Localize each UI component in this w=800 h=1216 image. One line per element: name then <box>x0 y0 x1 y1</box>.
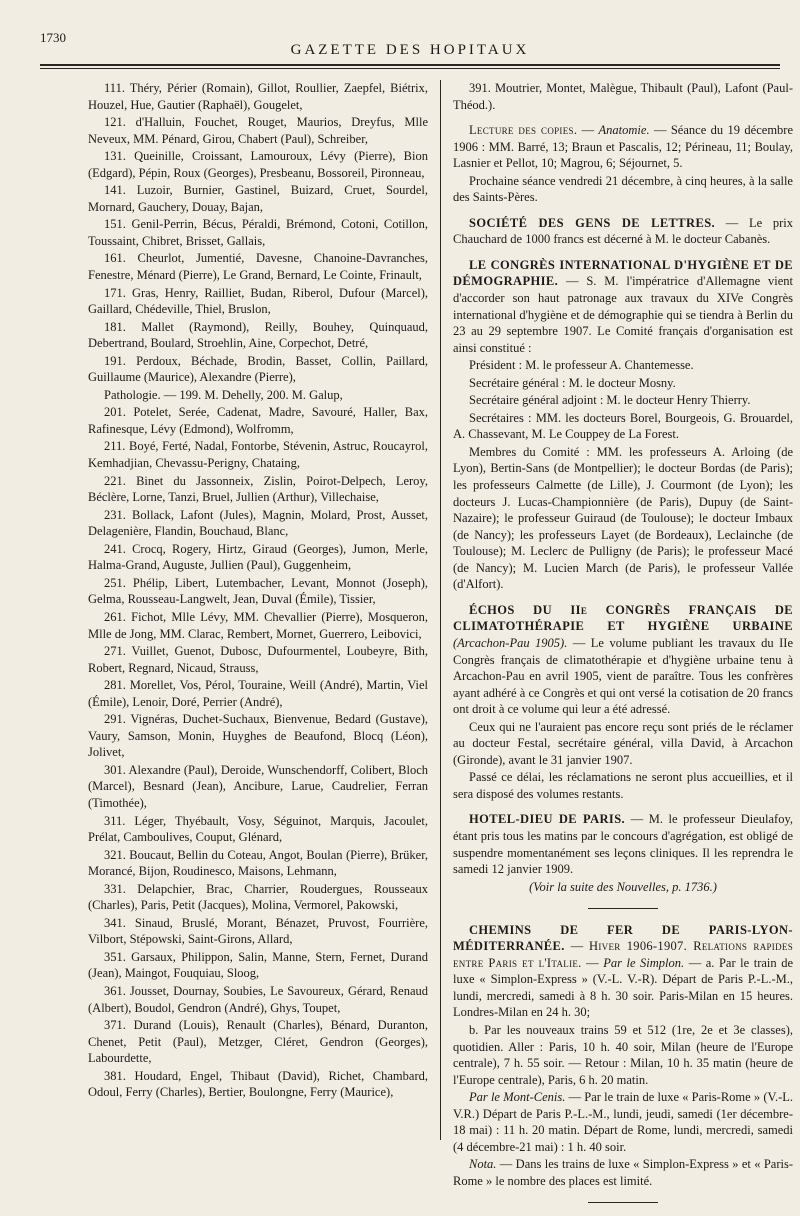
list-paragraph: Pathologie. — 199. M. Dehelly, 200. M. Galup, <box>104 387 343 402</box>
list-paragraph: 121. d'Halluin, Fouchet, Rouget, Maurios, Dreyfus, Mlle Neveux, MM. Pénard, Girou, Chabert (Paul), Schreiber, <box>88 115 428 146</box>
list-paragraph: 231. Bollack, Lafont (Jules), Magnin, Molard, Prost, Ausset, Delagenière, Flandin, Bouchaud, Blanc, <box>88 507 428 539</box>
header-rule <box>40 64 780 66</box>
societe-gens-lettres: SOCIÉTÉ DES GENS DE LETTRES. — Le prix Chauchard de 1000 francs est décerné à M. le docteur Cabanès. <box>453 215 793 247</box>
nota-label: Nota. <box>469 1157 497 1172</box>
list-paragraph: 371. Durand (Louis), Renault (Charles), Bénard, Duranton, Chenet, Petit (Paul), Metzger, Cléret, Gendron (Georges), Labourdette, <box>88 1018 428 1066</box>
list-paragraph: 251. Phélip, Libert, Lutembacher, Levant, Monnot (Joseph), Gelma, Rousseau-Langwelt, Jean, Duval (Émile), Tissier, <box>88 575 428 607</box>
echos-delai: Passé ce délai, les réclamations ne seront plus accueillies, et il sera disposé des volumes restants. <box>453 770 793 801</box>
page-number: 1730 <box>40 30 66 45</box>
cenis-label: Par le Mont-Cenis. <box>469 1090 566 1105</box>
voir-la-suite: (Voir la suite des Nouvelles, p. 1736.) <box>529 879 717 894</box>
list-paragraph: 211. Boyé, Ferté, Nadal, Fontorbe, Stévenin, Astruc, Roucayrol, Kemhadjian, Chevassu-Perigny, Chataing, <box>88 439 428 471</box>
congres-secretaire-adjoint: Secrétaire général adjoint : M. le docteur Henry Thierry. <box>469 393 751 408</box>
echos-place: (Arcachon-Pau 1905). <box>453 635 568 650</box>
hotel-dieu: HOTEL-DIEU DE PARIS. — M. le professeur Dieulafoy, étant pris tous les matins par le concours d'agrégation, est obligé de suspendre momentanément ses leçons cliniques. Il les reprendra le samedi 12 janvier 1909. <box>453 812 794 877</box>
list-paragraph: 351. Garsaux, Philippon, Salin, Manne, Stern, Fernet, Durand (Jean), Maingot, Fouquiau, Sloog, <box>88 949 428 981</box>
societe-text: Le prix Chauchard de 1000 francs est décerné à M. le docteur Cabanès. <box>453 215 793 247</box>
list-paragraph: 201. Potelet, Serée, Cadenat, Madre, Savouré, Haller, Bax, Rafinesque, Lévy (Edmond), Wolfromm, <box>88 405 428 436</box>
list-paragraph: 271. Vuillet, Guenot, Dubosc, Dufourmentel, Loubeyre, Bith, Robert, Regnard, Nicaud, Strauss, <box>88 644 428 675</box>
list-paragraph: 141. Luzoir, Burnier, Gastinel, Buizard, Cruet, Sourdel, Mornard, Gauchery, Douay, Bajan, <box>88 183 428 214</box>
cenis-text: Par le train de luxe « Paris-Rome » (V.-L. V.R.) Départ de Paris P.-L.-M., lundi, jeudi, samedi (1er décembre-18 mai) : 11 h. 20 matin. Départ de Rome, lundi, mercredi, samedi (4 décembre-21 mai) : 1 h. 40 soir. <box>453 1090 793 1154</box>
list-paragraph: 181. Mallet (Raymond), Reilly, Bouhey, Quinquaud, Debertrand, Boulard, Stroehlin, Aine, Corpechot, Detré, <box>88 319 428 351</box>
list-paragraph: 321. Boucaut, Bellin du Coteau, Angot, Boulan (Pierre), Brüker, Morancé, Bijon, Roudinesco, Maisons, Lehmann, <box>88 847 428 879</box>
list-paragraph: 291. Vignéras, Duchet-Suchaux, Bienvenue, Bedard (Gustave), Vaury, Samson, Monin, Huyghes de Beaufond, Blocq (Léon), Jolivet, <box>88 712 428 760</box>
page-header <box>40 30 780 60</box>
column-divider <box>440 80 441 1140</box>
simplon-a: a. Par le train de luxe « Simplon-Express » (V.-L. V.-R). Départ de Paris P.-L.-M., lundi, mercredi, samedi à 8 h. 30 soir. Paris-Milan en 15 heures. Londres-Milan en 24 h. 30; <box>453 955 793 1020</box>
congres-heading: LE CONGRÈS INTERNATIONAL D'HYGIÈNE ET DE DÉMOGRAPHIE. <box>453 257 793 289</box>
echos-reclamation: Ceux qui ne l'auraient pas encore reçu sont priés de le réclamer au docteur Festal, secrétaire général, villa David, à Arcachon (Gironde), avant le 31 janvier 1907. <box>453 719 793 767</box>
end-separator <box>453 1194 793 1211</box>
list-391: 391. Moutrier, Montet, Malègue, Thibault (Paul), Lafont (Paul-Théod.). <box>453 81 793 112</box>
right-column <box>453 80 793 1216</box>
congres-membres: Membres du Comité : MM. les professeurs A. Arloing (de Lyon), Bertin-Sans (de Montpellier); le docteur Bordas (de Paris); les professeurs Calmette (de Lille), J. Courmont (de Lyon); les docteurs J. Lucas-Championnière (de Paris), Dupuy (de Saint-Nazaire); le professeur Guiraud (de Toulouse); le docteur Imbaux (de Nancy); les professeurs Layet (de Bordeaux), Leclainche (de Toulouse); M. Leclerc de Pulligny (de Paris); le professeur Macé (de Nancy); M. Lucien March (de Paris), le professeur Vallée (d'Alfort). <box>453 444 793 592</box>
echos-congres: ÉCHOS DU IIe CONGRÈS FRANÇAIS DE CLIMATOTHÉRAPIE ET HYGIÈNE URBAINE (Arcachon-Pau 1905). — Le volume publiant les travaux du IIe Congrès français de climatothérapie et d'hygiène urbaine tenu à Arcachon-Pau en avril 1905, vient de paraître. Tous les confrères ayant adhéré à ce Congrès et qui ont versé la cotisation de 20 francs ont droit à ce volume qui leur a été adressé. <box>453 602 793 717</box>
header-rule-thin <box>40 68 780 69</box>
left-column <box>88 80 428 1102</box>
list-paragraph: 171. Gras, Henry, Railliet, Budan, Riberol, Dufour (Marcel), Gaillard, Chédeville, Thiel, Bruslon, <box>88 285 428 317</box>
echos-heading: ÉCHOS DU IIe CONGRÈS FRANÇAIS DE CLIMATOTHÉRAPIE ET HYGIÈNE URBAINE <box>453 602 793 634</box>
chemins-heading: CHEMINS DE FER DE PARIS-LYON-MÉDITERRANÉE. <box>453 922 793 954</box>
echos-text: Le volume publiant les travaux du IIe Congrès français de climatothérapie et d'hygiène urbaine tenu à Arcachon-Pau en avril 1905, vient de paraître. Tous les confrères ayant adhéré à ce Congrès et qui ont versé la cotisation de 20 francs ont droit à ce volume qui leur a été adressé. <box>453 635 793 717</box>
nota-text: Dans les trains de luxe « Simplon-Express » et « Paris-Rome » le nombre des places est limité. <box>453 1157 793 1188</box>
section-separator <box>453 900 793 917</box>
congres-secretaire: Secrétaire général : M. le docteur Mosny. <box>469 375 676 390</box>
nota: Nota. — Dans les trains de luxe « Simplon-Express » et « Paris-Rome » le nombre des places est limité. <box>453 1157 793 1188</box>
list-paragraph: 241. Crocq, Rogery, Hirtz, Giraud (Georges), Jumon, Merle, Halma-Grand, Auguste, Jullien (Paul), Guggenheim, <box>88 541 428 573</box>
lecture-text: Séance du 19 décembre 1906 : MM. Barré, 13; Braun et Pascalis, 12; Périneau, 11; Boulay, Lasnier et Pellot, 10; Magrou, 6; Séjournet, 5. <box>453 123 793 171</box>
list-paragraph: 261. Fichot, Mlle Lévy, MM. Chevallier (Pierre), Mosqueron, Mlle de Jong, MM. Clarac, Rembert, Mornet, Guerrero, Leibovici, <box>88 609 428 641</box>
simplon-label: Par le Simplon. <box>603 955 685 970</box>
list-paragraph: 311. Léger, Thyébault, Vosy, Séguinot, Marquis, Jacoulet, Prélat, Camboulives, Couput, Glénard, <box>88 813 428 845</box>
mont-cenis: Par le Mont-Cenis. — Par le train de luxe « Paris-Rome » (V.-L. V.R.) Départ de Paris P.-L.-M., lundi, jeudi, samedi (1er décembre-18 mai) : 11 h. 20 matin. Départ de Rome, lundi, mercredi, samedi (4 décembre-21 mai) : 1 h. 40 soir. <box>453 1090 793 1154</box>
congres-secretaires: Secrétaires : MM. les docteurs Borel, Bourgeois, G. Brouardel, A. Chassevant, M. Le Couppey de La Forest. <box>453 410 793 442</box>
prochaine-seance: Prochaine séance vendredi 21 décembre, à cinq heures, à la salle des Saints-Pères. <box>453 173 793 205</box>
congres-president: Président : M. le professeur A. Chantemesse. <box>469 358 694 373</box>
hotel-heading: HOTEL-DIEU DE PARIS. <box>469 812 626 827</box>
journal-title: GAZETTE DES HOPITAUX <box>290 42 530 58</box>
list-paragraph: 331. Delapchier, Brac, Charrier, Roudergues, Rousseaux (Charles), Paris, Petit (Jacques), Molina, Vermorel, Pakowski, <box>88 881 428 913</box>
list-paragraph: 341. Sinaud, Bruslé, Morant, Bénazet, Pruvost, Fourrière, Vilbort, Stépowski, Saint-Girons, Allard, <box>88 915 428 947</box>
list-paragraph: 111. Théry, Périer (Romain), Gillot, Roullier, Zaepfel, Biétrix, Houzel, Hue, Gautier (Raphaël), Gougelet, <box>88 81 428 112</box>
chemins-subtitle: Hiver 1906-1907. Relations rapides entre Paris et l'Italie. <box>453 939 793 970</box>
simplon-b: b. Par les nouveaux trains 59 et 512 (1re, 2e et 3e classes), quotidien. Aller : Paris, 10 h. 40 soir, Milan (heure de l'Europe centrale), 7 h. 55 soir. — Retour : Milan, 10 h. 35 matin (heure de l'Europe centrale), Paris, 6 h. 20 matin. <box>453 1022 793 1087</box>
congres-international: LE CONGRÈS INTERNATIONAL D'HYGIÈNE ET DE DÉMOGRAPHIE. — S. M. l'impératrice d'Allemagne vient d'accorder son haut patronage aux travaux du XIVe Congrès international d'hygiène et de démographie qui se tiendra à Berlin du 23 au 29 septembre 1907. Le Comité français d'organisation est ainsi constitué : <box>453 257 793 355</box>
list-paragraph: 381. Houdard, Engel, Thibaut (David), Richet, Chambard, Odoul, Ferry (Charles), Bertier, Boulongne, Ferry (Maurice), <box>88 1068 428 1100</box>
list-paragraph: 281. Morellet, Vos, Pérol, Touraine, Weill (André), Martin, Viel (Émile), Lenoir, Doré, Perrier (André), <box>88 678 428 709</box>
lecture-des-copies: Lecture des copies. — Anatomie. — Séance du 19 décembre 1906 : MM. Barré, 13; Braun et Pascalis, 12; Périneau, 11; Boulay, Lasnier et Pellot, 10; Magrou, 6; Séjournet, 5. <box>453 123 793 171</box>
chemins-de-fer: CHEMINS DE FER DE PARIS-LYON-MÉDITERRANÉE. — Hiver 1906-1907. Relations rapides entre Paris et l'Italie. — Par le Simplon. — a. Par le train de luxe « Simplon-Express » (V.-L. V.-R). Départ de Paris P.-L.-M., lundi, mercredi, samedi à 8 h. 30 soir. Paris-Milan en 15 heures. Londres-Milan en 24 h. 30; <box>453 922 793 1020</box>
list-paragraph: 161. Cheurlot, Jumentié, Davesne, Chanoine-Davranches, Fenestre, Ménard (Pierre), Le Grand, Bernard, Le Cointe, Frinault, <box>88 251 428 283</box>
lecture-heading: Lecture des copies. <box>469 123 578 138</box>
list-paragraph: 131. Queinille, Croissant, Lamouroux, Lévy (Pierre), Bion (Edgard), Pépin, Roux (Georges), Presbeanu, Bossoreil, Pironneau, <box>88 149 428 180</box>
lecture-subject: Anatomie. <box>598 123 650 138</box>
societe-heading: SOCIÉTÉ DES GENS DE LETTRES. <box>469 215 716 230</box>
list-paragraph: 221. Binet du Jassonneix, Zislin, Poirot-Delpech, Leroy, Béclère, Lorne, Tanzi, Bruel, Jullien (Arthur), Villechaise, <box>88 473 428 505</box>
hotel-text: M. le professeur Dieulafoy, étant pris tous les matins par le concours d'agrégation, est obligé de suspendre momentanément ses leçons cliniques. Il les reprendra le samedi 12 janvier 1909. <box>453 812 794 877</box>
congres-text: S. M. l'impératrice d'Allemagne vient d'accorder son haut patronage aux travaux du XIVe Congrès international d'hygiène et de démographie qui se tiendra à Berlin du 23 au 29 septembre 1907. Le Comité français d'organisation est ainsi constitué : <box>453 274 793 355</box>
list-paragraph: 151. Genil-Perrin, Bécus, Péraldi, Brémond, Cotoni, Cotillon, Toussaint, Chibret, Brisset, Gallais, <box>88 217 428 248</box>
list-paragraph: 301. Alexandre (Paul), Deroide, Wunschendorff, Colibert, Bloch (Marcel), Besnard (Jean), Ancibure, Larue, Caudrelier, Ferran (Timothée), <box>88 762 428 810</box>
list-paragraph: 191. Perdoux, Béchade, Brodin, Basset, Collin, Paillard, Guillaume (Maurice), Alexandre (Pierre), <box>88 353 428 385</box>
list-paragraph: 361. Jousset, Dournay, Soubies, Le Savoureux, Gérard, Renaud (Albert), Boudol, Gendron (André), Ghys, Toupet, <box>88 983 428 1015</box>
